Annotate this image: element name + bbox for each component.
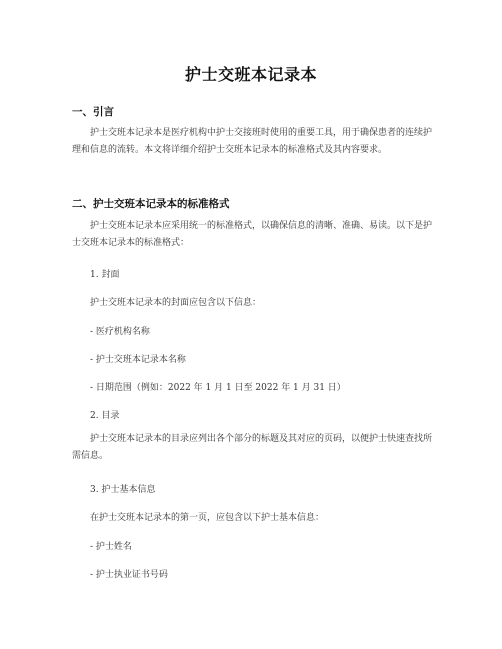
item-nurse-info-title: 3. 护士基本信息 (90, 485, 156, 495)
intro-paragraph: 护士交班本记录本是医疗机构中护士交接班时使用的重要工具，用于确保患者的连续护理和信息的流转。本文将详细介绍护士交班本记录本的标准格式及其内容要求。 (72, 128, 433, 155)
nurse-bullet-name: - 护士姓名 (90, 542, 132, 552)
cover-bullet-date-range: - 日期范围（例如：2022 年 1 月 1 日至 2022 年 1 月 31 日） (90, 383, 346, 393)
nurse-info-description: 在护士交班本记录本的第一页，应包含以下护士基本信息： (90, 513, 325, 523)
nurse-bullet-license: - 护士执业证书号码 (90, 570, 168, 580)
document-title: 护士交班本记录本 (184, 65, 317, 84)
section-heading-format: 二、护士交班本记录本的标准格式 (72, 198, 230, 210)
cover-bullet-institution: - 医疗机构名称 (90, 327, 150, 337)
toc-paragraph: 护士交班本记录本的目录应列出各个部分的标题及其对应的页码，以便护士快速查找所需信息。 (72, 434, 433, 461)
item-toc-title: 2. 目录 (90, 411, 120, 421)
item-cover-title: 1. 封面 (90, 270, 120, 280)
cover-bullet-name: - 护士交班本记录本名称 (90, 355, 186, 365)
item-cover-description: 护士交班本记录本的封面应包含以下信息： (90, 298, 262, 308)
section-heading-intro: 一、引言 (72, 106, 114, 118)
format-paragraph: 护士交班本记录本应采用统一的标准格式，以确保信息的清晰、准确、易读。以下是护士交班本记录本的标准格式： (72, 221, 433, 248)
